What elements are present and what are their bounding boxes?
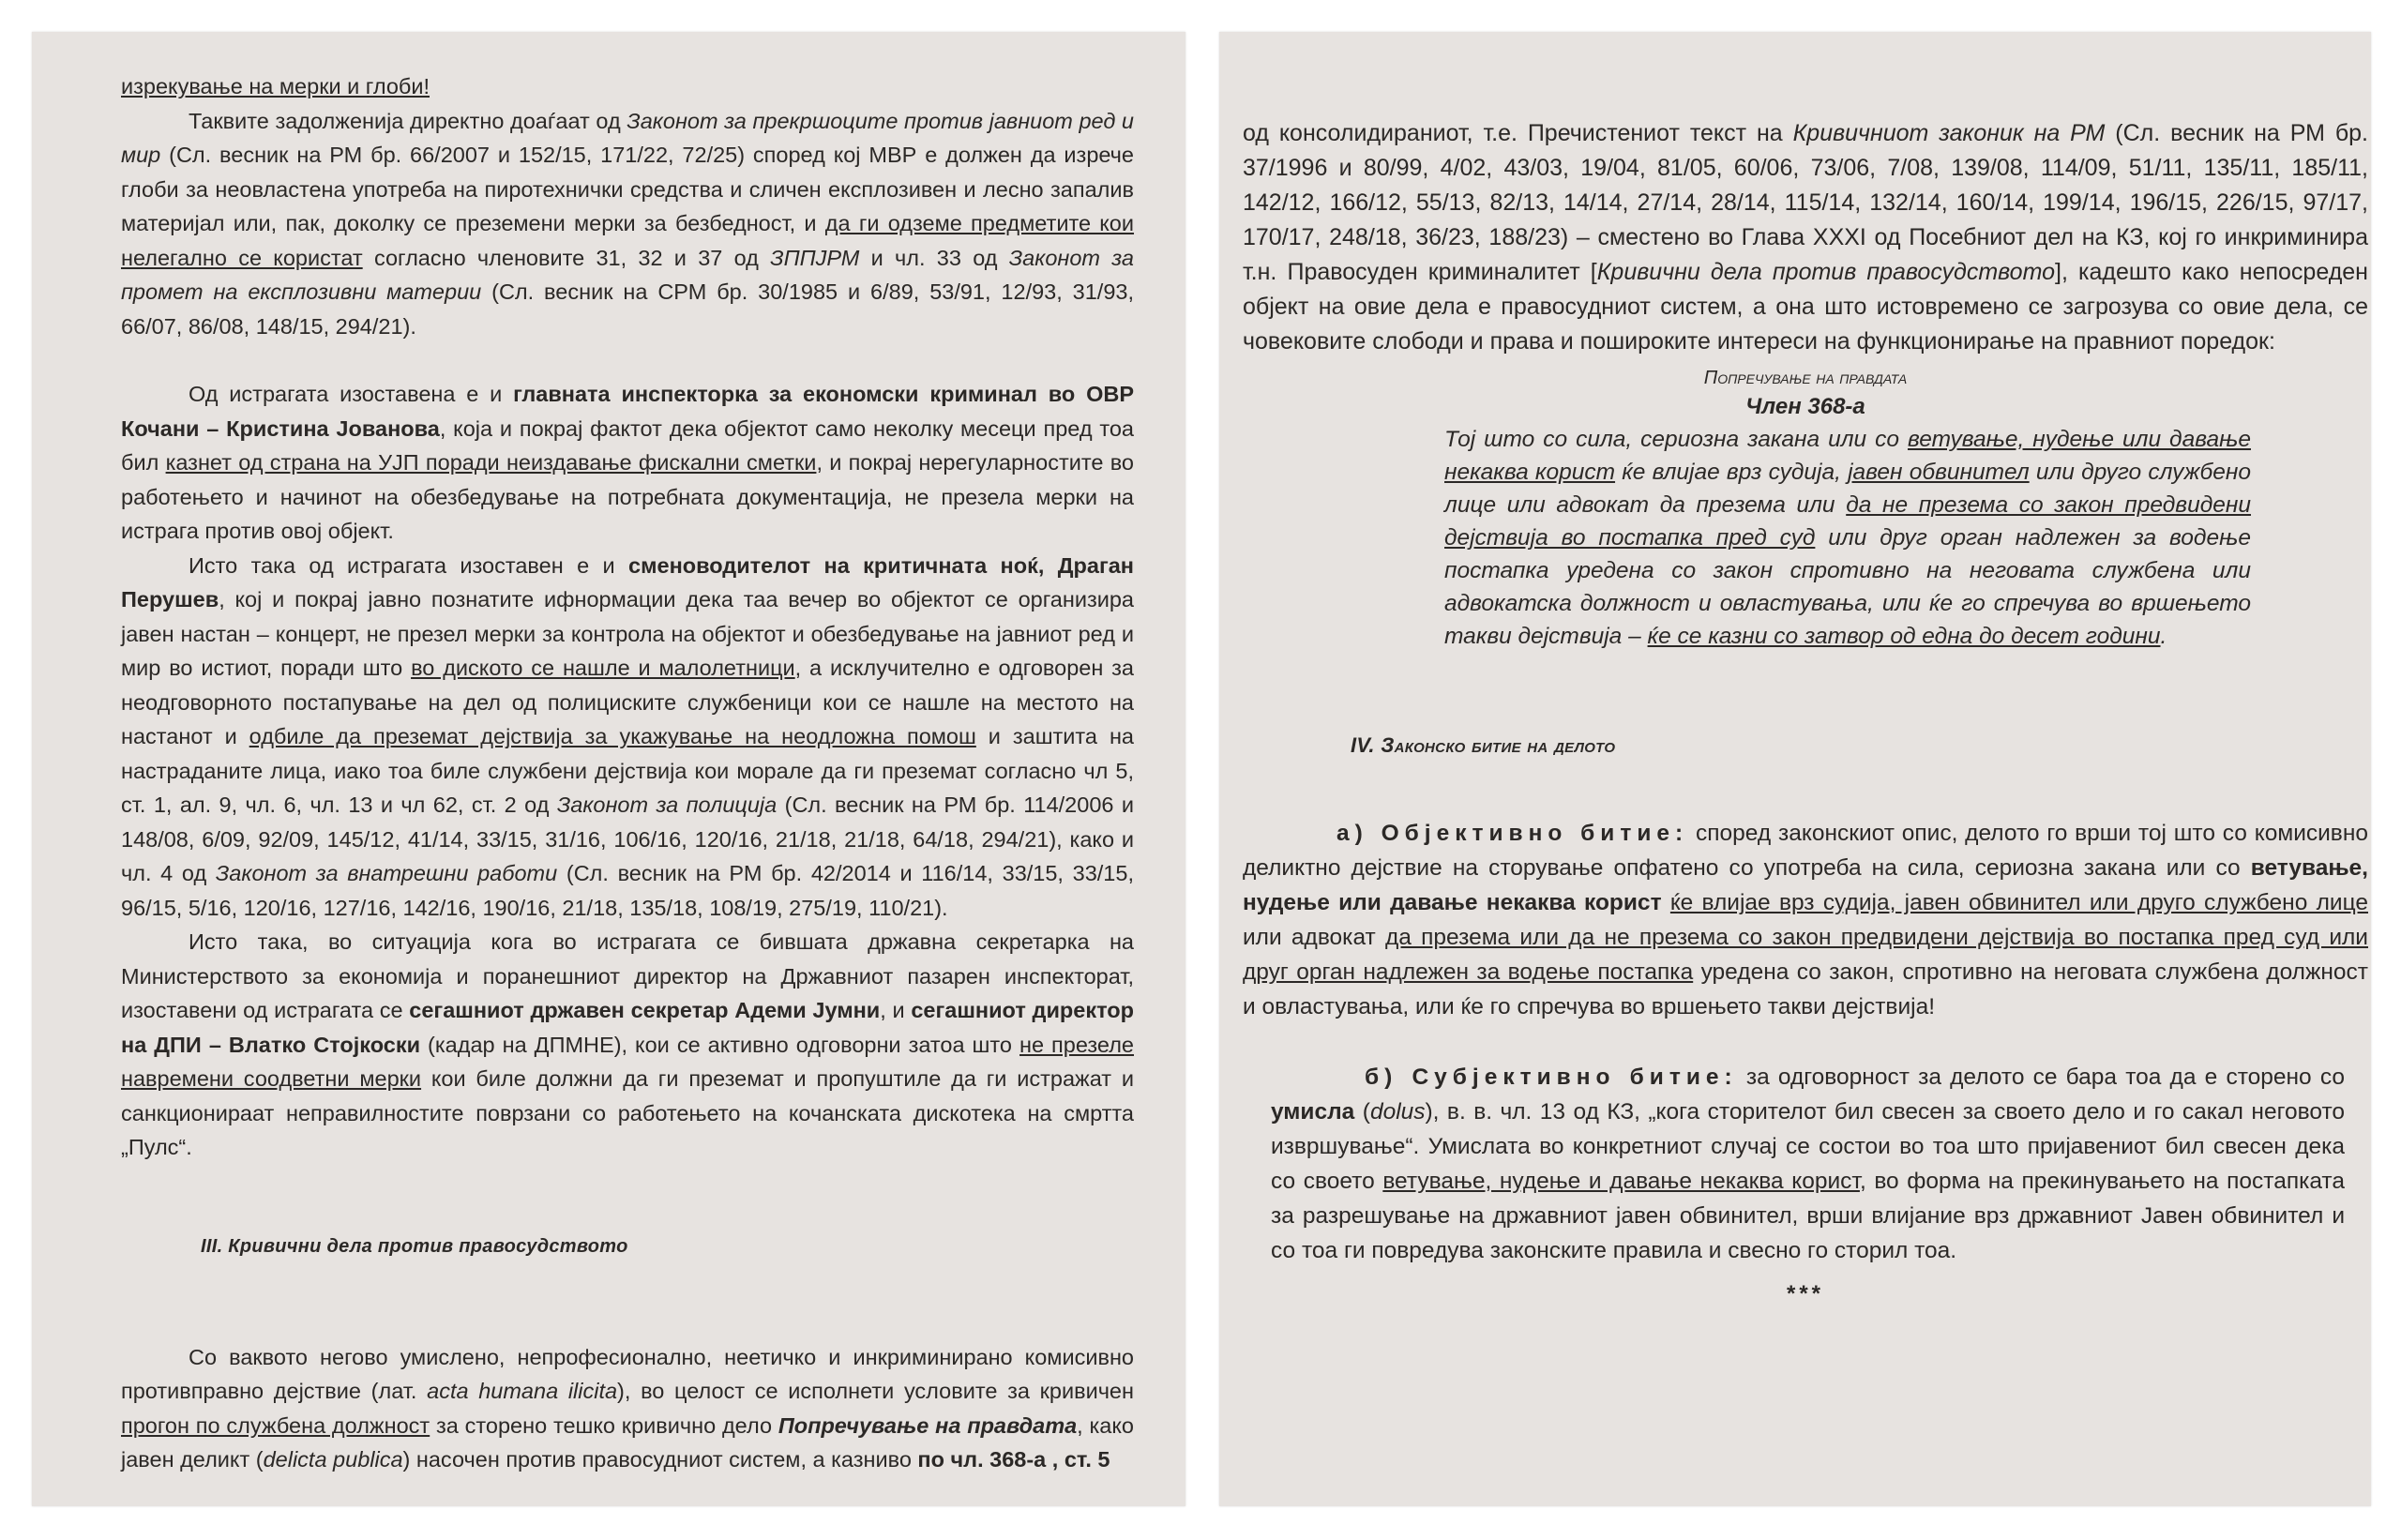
paragraph-3 [121,549,1134,926]
text-span: ) насочен против правосудниот систем, а казниво [402,1447,918,1472]
law-title: Попречување на правдата [1703,368,1908,388]
underlined-text: не презеле навремени соодветни мерки [121,1032,1134,1091]
text-span: (Сл. весник на РМ бр. 66/2007 и 152/15, 171/22, 72/25) според кој МВР е должен да изрече глоби за неовластена употреба на пиротехнички средства и сличен експлозивен и лесно запалив материјал или, пак, доколку се преземени мерки за безбедност, и [121,143,1134,235]
bold-text: главната инспекторка за економски криминал во ОВР Кочани – Кристина Јованова [121,382,1134,441]
underlined-text: во диското се нашле и малолетници [411,656,795,680]
section-heading-iv: IV. Законско битие на делото [1351,733,1616,757]
paragraph-r2 [1243,816,2368,1024]
bold-text: сегашниот државен секретар Адеми Јумни [409,998,881,1022]
law-reference: Законот за полиција [556,793,778,817]
law-reference: Законот за прекршоците против јавниот ред и мир [121,108,1134,167]
text-span: согласно членовите 31, 32 и 37 од [362,245,771,270]
text-span: Таквите задолженија директно доаѓаат од [189,108,627,133]
spacer [1243,1024,2368,1060]
paragraph-5 [121,1340,1134,1477]
paragraph-2 [121,377,1134,549]
spacer [121,1258,1134,1340]
text-span: за сторено тешко кривично дело [430,1412,778,1438]
spacer [1243,1268,2368,1281]
underlined-text: одбиле да преземат дејствија за укажување на неодложна помош [249,724,976,748]
section-separator: *** [1786,1281,1825,1306]
paragraph-r3 [1271,1060,2345,1268]
law-reference: Кривичниот законик на РМ [1792,120,2106,146]
bold-text: б) Субјективно битие: [1365,1064,1738,1090]
text-span: според законскиот опис, делото го врши тој што со комисивно деликтно дејствие на сторување опфатено со употреба на сила, сериозна закана или со [1243,821,2368,881]
law-quote [1444,423,2251,653]
paragraph-1 [121,104,1134,344]
page-right-content [1243,116,2368,1307]
text-span: Со ваквото негово умислено, непрофесионално, неетичко и инкриминирано комисивно противправно дејствие (лат. [121,1344,1134,1403]
underlined-text: јавен обвинител [1848,460,2030,485]
text-span: ќе влијае врз судија, [1615,460,1849,485]
underlined-text: да не презема со закон предвидени дејствија во постапка пред суд [1444,492,2251,551]
latin-term: acta humana ilicita [427,1379,618,1403]
text-span: (Сл. весник на РМ бр. 37/1996 и 80/99, 4/02, 43/03, 19/04, 81/05, 60/06, 73/06, 7/08, 139/08, 114/09, 51/11, 135/11, 185/11, 142/12, 166/12, 55/13, 82/13, 14/14, 27/14, 28/14, 115/14, 132/14, 160/14, 199/14, 196/15, 226/15, 97/17, 170/17, 248/18, 36/23, 188/23) – сместено во Глава XXXI од Посебниот дел на КЗ, кој го инкриминира т.н. Правосуден криминалитет [ [1243,120,2368,285]
text-span: од консолидираниот, т.е. Пречистениот текст на [1243,120,1793,146]
text-span: Тој што со сила, сериозна закана или со [1444,427,1908,452]
text-span: или друг орган надлежен за водење постапка уредена со закон спротивно на неговата службена или адвокатска должност и овластувања, или ќе го спречува во вршењето такви дејствија – [1444,525,2251,649]
latin-term: dolus [1369,1099,1426,1125]
underlined-text: ќе се казни со затвор од една до десет години [1647,624,2161,649]
text-span: , и покрај нерегуларностите во работењето и начинот на обезбедување на потребната документација, не презела мерки на истрага против овој објект. [121,450,1134,543]
text-span: (Сл. весник на РМ бр. 114/2006 и 148/08, 6/09, 92/09, 145/12, 41/14, 33/15, 31/16, 106/16, 120/16, 21/18, 21/18, 64/18, 294/21), како и чл. 4 од [121,793,1134,885]
text-span: и чл. 33 од [859,245,1009,270]
text-span: (Сл. весник на СРМ бр. 30/1985 и 6/89, 53/91, 12/93, 31/93, 66/07, 86/08, 148/15, 294/21). [121,279,1135,339]
text-span: , кој и покрај јавно познатите ифнормации дека таа вечер во објектот се организира јавен настан – концерт, не презел мерки за контрола на објектот и обезбедување на јавниот ред и мир во истиот, поради што [121,587,1134,680]
bold-text: ветување, нудење или давање некаква корист [1243,855,2368,915]
spacer [1243,758,2368,816]
underlined-text: ветување, нудење или давање некаква корист [1444,427,2251,485]
text-span: уредена со закон, спротивно на неговата службена должност и овластувања, или ќе го спречува во вршењето такви дејствија! [1243,959,2368,1019]
spacer [121,1165,1134,1236]
document-page-right [1219,32,2371,1506]
text-span: за одговорност за делото се бара тоа да е сторено со [1737,1064,2345,1090]
text-span: Исто така од истрагата изоставен е и [189,552,629,578]
bold-text: сменоводителот на критичната ноќ, Драган Перушев [121,552,1134,611]
text-span: , во форма на прекинувањето на постапката за разрешување на државниот јавен обвинител, врши влијание врз државниот Јавен обвинител и со тоа ги повредува законските правила и свесно го сторил тоа. [1271,1169,2346,1263]
bold-text: умисла [1271,1099,1355,1125]
text-span: Од истрагата изоставена е и [189,382,514,406]
law-reference: Законот за внатрешни работи [215,861,558,885]
document-page-left [32,32,1185,1506]
underlined-text: да презема или да не презема со закон предвидени дејствија во постапка пред суд или друг орган надлежен за водење постапка [1243,925,2368,985]
text-span [1662,890,1670,915]
underlined-text: прогон по службена должност [121,1412,430,1438]
text-span: или друго службено лице или адвокат да презема или [1444,460,2252,518]
text-span: , и [880,998,912,1022]
text-span: , која и покрај фактот дека објектот само неколку месеци пред тоа бил [121,415,1134,475]
paragraph-4 [121,925,1134,1165]
spacer [121,343,1134,377]
bold-text: по чл. 368-а , ст. 5 [917,1447,1110,1472]
text-span: кои биле должни да ги преземат и пропуштиле да ги истражат и санкционираат неправилностите поврзани со работењето на кочанската дискотека на смртта „Пулс“. [121,1066,1134,1159]
text-span: изрекување на мерки и глоби! [121,74,430,98]
text-span: . [2160,624,2167,649]
text-span: , а исклучително е одговорен за неодговорното постапување на дел од полициските службеници кои се нашле на местото на настанот и [121,656,1134,748]
bold-text: а) Објективно битие: [1336,821,1689,846]
text-span: (кадар на ДПМНЕ), кои се активно одговорни затоа што [420,1032,1019,1057]
latin-term: delicta publica [263,1447,403,1472]
law-reference: Кривични дела против правосудството [1596,259,2056,285]
text-span: ), в. в. чл. 13 од КЗ, „кога сторителот бил свесен за своето дело и го сакал неговото извршување“. Умислата во конкретниот случај се состои во тоа што пријавениот бил свесен дека со своето [1271,1099,2346,1194]
bold-text: сегашниот директор на ДПИ – Влатко Стојкоски [121,998,1134,1057]
text-span: или адвокат [1243,925,1385,950]
text-span: Исто така, во ситуација кога во истрагата се бившата државна секретарка на Министерството за економија и поранешниот директор на Државниот пазарен инспекторат, изоставени од истрагата се [121,929,1134,1022]
text-span: и заштита на настраданите лица, иако тоа биле службени дејствија кои морале да ги преземат согласно чл 5, ст. 1, ал. 9, чл. 6, чл. 13 и чл 62, ст. 2 од [121,724,1134,817]
page-left-content [121,69,1134,1477]
text-span: (Сл. весник на РМ бр. 42/2014 и 116/14, 33/15, 33/15, 96/15, 5/16, 120/16, 127/16, 142/16, 190/16, 21/18, 135/18, 108/19, 275/19, 110/21). [121,861,1134,920]
spacer [1243,653,2368,733]
underlined-text: ветување, нудење и давање некаква корист [1382,1169,1860,1194]
text-span: , како јавен деликт ( [121,1412,1134,1472]
law-reference: Законот за промет на експлозивни материи [121,245,1134,304]
law-reference: ЗППЈРМ [770,245,860,270]
text-span: ], кадешто како непосреден објект на овие дела е правосудниот систем, а она што истовремено се загрозува со овие дела, се човековите слободи и права и пошироките интереси на функционирање на правниот поредок: [1243,259,2368,355]
underlined-text: ќе влијае врз судија, јавен обвинител или друго службено лице [1669,890,2368,915]
underlined-text: казнет од страна на УЈП поради неиздавање фискални сметки [165,450,817,475]
underlined-text: да ги одземе предметите кои нелегално се користат [121,211,1135,270]
crime-name: Попречување на правдата [778,1412,1078,1438]
paragraph-r1 [1243,116,2368,359]
paragraph-0 [121,69,1134,104]
law-article: Член 368-а [1745,394,1865,419]
section-heading-iii: III. Кривични дела против правосудството [201,1235,628,1257]
text-span: ), во целост се исполнети условите за кривичен [617,1379,1134,1403]
text-span: ( [1354,1099,1370,1125]
